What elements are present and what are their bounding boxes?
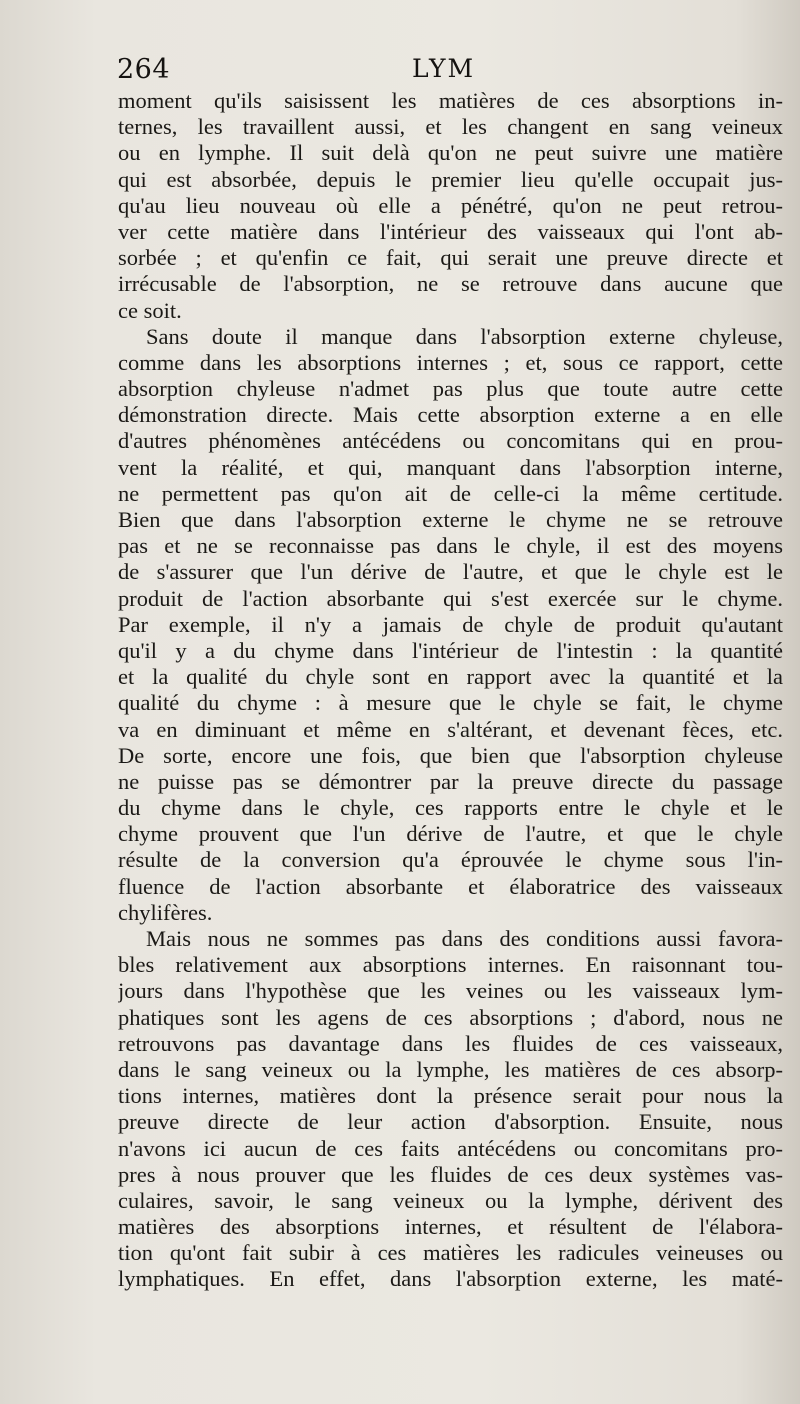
text-line: qualité du chyme : à mesure que le chyle se fait, le chyme [118,690,783,716]
text-line: lymphatiques. En effet, dans l'absorption externe, les maté- [118,1266,783,1292]
text-line: culaires, savoir, le sang veineux ou la lymphe, dérivent des [118,1187,783,1213]
text-line: va en diminuant et même en s'altérant, et devenant fèces, etc. [118,716,783,742]
running-head: LYM [412,54,476,83]
text-line: du chyme dans le chyle, ces rapports entre le chyle et le [118,795,783,821]
text-line: absorption chyleuse n'admet pas plus que toute autre cette [118,376,783,402]
text-line: Sans doute il manque dans l'absorption externe chyleuse, [146,323,783,349]
page-number: 264 [117,54,171,85]
text-line: Par exemple, il n'y a jamais de chyle de produit qu'autant [118,611,783,637]
text-line: résulte de la conversion qu'a éprouvée le chyme sous l'in- [118,847,783,873]
text-line: qui est absorbée, depuis le premier lieu qu'elle occupait jus- [118,166,783,192]
text-line: d'autres phénomènes antécédens ou concomitans qui en prou- [118,428,783,454]
text-line: Bien que dans l'absorption externe le chyme ne se retrouve [118,507,783,532]
text-line: fluence de l'action absorbante et élaboratrice des vaisseaux [118,873,783,899]
text-line: ternes, les travaillent aussi, et les changent en sang veineux [118,114,783,140]
text-line: ne puisse pas se démontrer par la preuve directe du passage [118,768,783,794]
text-line: retrouvons pas davantage dans les fluides de ces vaisseaux, [118,1030,783,1056]
text-line: chyme prouvent que l'un dérive de l'autre, et que le chyle [118,821,783,847]
body-text [118,88,783,1293]
text-line: n'avons ici aucun de ces faits antécédens ou concomitans pro- [118,1135,783,1161]
text-line: irrécusable de l'absorption, ne se retrouve dans aucune que [118,271,783,297]
text-line: comme dans les absorptions internes ; et, sous ce rapport, cette [118,349,783,375]
text-line: ne permettent pas qu'on ait de celle-ci la même certitude. [118,480,783,506]
text-line: tions internes, matières dont la présence serait pour nous la [118,1083,783,1109]
text-line: dans le sang veineux ou la lymphe, les matières de ces absorp- [118,1056,783,1082]
text-line: preuve directe de leur action d'absorption. Ensuite, nous [118,1109,783,1135]
text-line: et la qualité du chyle sont en rapport avec la quantité et la [118,664,783,690]
text-line: matières des absorptions internes, et résultent de l'élabora- [118,1214,783,1240]
text-line: qu'il y a du chyme dans l'intérieur de l'intestin : la quantité [118,637,783,663]
text-line: chylifères. [118,899,213,925]
text-line: démonstration directe. Mais cette absorption externe a en elle [118,402,783,428]
text-line: produit de l'action absorbante qui s'est exercée sur le chyme. [118,585,783,611]
text-line: ver cette matière dans l'intérieur des vaisseaux qui l'ont ab- [118,218,783,244]
text-line: qu'au lieu nouveau où elle a pénétré, qu'on ne peut retrou- [118,192,783,218]
text-line: Mais nous ne sommes pas dans des conditions aussi favora- [146,926,783,951]
text-line: sorbée ; et qu'enfin ce fait, qui serait une preuve directe et [118,245,783,271]
text-line: ce soit. [118,297,182,323]
text-line: vent la réalité, et qui, manquant dans l'absorption interne, [118,454,783,480]
text-line: de s'assurer que l'un dérive de l'autre, et que le chyle est le [118,559,783,585]
page-header [117,54,787,88]
text-line: De sorte, encore une fois, que bien que l'absorption chyleuse [118,742,783,768]
text-line: pres à nous prouver que les fluides de ces deux systèmes vas- [118,1161,783,1187]
text-line: bles relativement aux absorptions internes. En raisonnant tou- [118,952,783,978]
text-line: ou en lymphe. Il suit delà qu'on ne peut suivre une matière [118,140,783,166]
text-line: tion qu'ont fait subir à ces matières les radicules veineuses ou [118,1240,783,1266]
text-line: moment qu'ils saisissent les matières de ces absorptions in- [118,88,783,113]
text-line: jours dans l'hypothèse que les veines ou les vaisseaux lym- [118,978,783,1004]
text-line: pas et ne se reconnaisse pas dans le chyle, il est des moyens [118,533,783,559]
text-line: phatiques sont les agens de ces absorptions ; d'abord, nous ne [118,1004,783,1030]
